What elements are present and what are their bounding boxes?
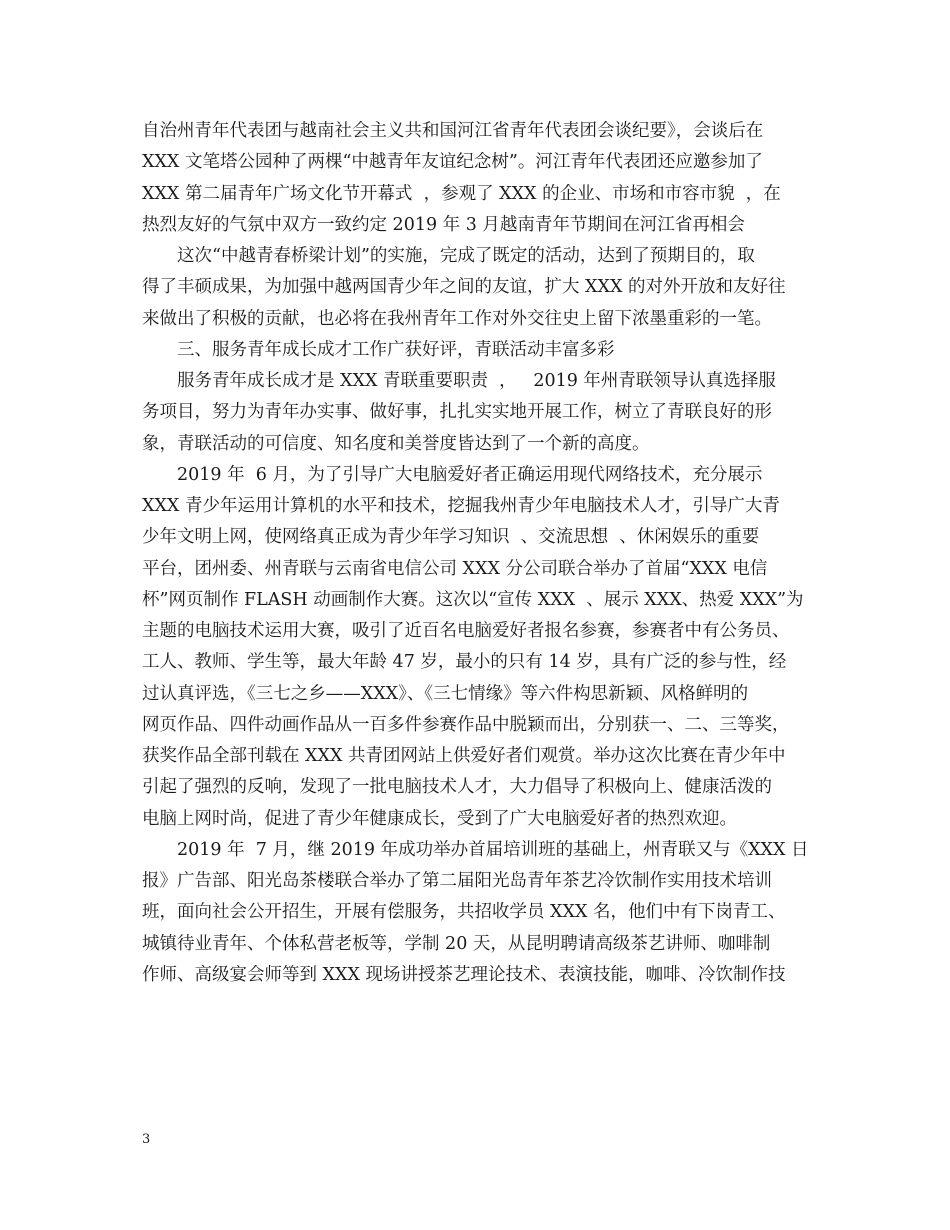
text-line: 务项目，努力为青年办实事、做好事，扎扎实实地开展工作，树立了青联良好的形 [142,402,772,423]
text-line: 电脑上网时尚，促进了青少年健康成长，受到了广大电脑爱好者的热烈欢迎。 [142,808,737,829]
text-line: XXX 文笔塔公园种了两棵“中越青年友谊纪念树”。河江青年代表团还应邀参加了 [142,152,763,173]
text-line: 工人、教师、学生等，最大年龄 47 岁，最小的只有 14 岁，具有广泛的参与性，经 [142,652,787,673]
text-line: XXX 第二届青年广场文化节开幕式 ，参观了 XXX 的企业、市场和市容市貌 ，在 [142,183,781,204]
text-line: 报》广告部、阳光岛茶楼联合举办了第二届阳光岛青年茶艺冷饮制作实用技术培训 [142,871,772,891]
text-line: 来做出了积极的贡献，也必将在我州青年工作对外交往史上留下浓墨重彩的一笔。 [142,308,772,329]
text-line: XXX 青少年运用计算机的水平和技术，挖掘我州青少年电脑技术人才，引导广大青 [142,496,780,516]
text-line: 平台，团州委、州青联与云南省电信公司 XXX 分公司联合举办了首届“XXX 电信 [142,558,768,579]
text-line: 自治州青年代表团与越南社会主义共和国河江省青年代表团会谈纪要》，会谈后在 [142,121,764,141]
text-line: 引起了强烈的反响，发现了一批电脑技术人才，大力倡导了积极向上、健康活泼的 [142,777,772,798]
text-line: 杯”网页制作 FLASH 动画制作大赛。这次以“宣传 XXX 、展示 XXX、热爱 XXX”为 [142,589,804,610]
text-line: 过认真评选，《三七之乡——XXX》、《三七情缘》等六件构思新颖、风格鲜明的 [142,683,749,704]
section-heading: 三、服务青年成长成才工作广获好评，青联活动丰富多彩 [142,339,615,360]
text-line: 少年文明上网，使网络真正成为青少年学习知识 、交流思想 、休闲娱乐的重要 [142,527,760,548]
text-line: 2019 年 6 月，为了引导广大电脑爱好者正确运用现代网络技术，充分展示 [142,464,763,485]
text-line: 服务青年成长成才是 XXX 青联重要职责 ， 2019 年州青联领导认真选择服 [142,371,776,391]
text-line: 城镇待业青年、个体私营老板等，学制 20 天，从昆明聘请高级茶艺讲师、咖啡制 [142,933,771,954]
text-line: 获奖作品全部刊载在 XXX 共青团网站上供爱好者们观赏。举办这次比赛在青少年中 [142,746,786,766]
text-line: 班，面向社会公开招生，开展有偿服务，共招收学员 XXX 名，他们中有下岗青工、 [142,902,786,923]
text-line: 主题的电脑技术运用大赛，吸引了近百名电脑爱好者报名参赛，参赛者中有公务员、 [142,621,790,641]
text-line: 这次“中越青春桥梁计划”的实施，完成了既定的活动，达到了预期目的，取 [142,246,755,266]
page-number: 3 [142,1132,151,1147]
text-line: 网页作品、四件动画作品从一百多件参赛作品中脱颖而出，分别获一、二、三等奖， [142,714,790,735]
body-text [142,116,822,991]
text-line: 作师、高级宴会师等到 XXX 现场讲授茶艺理论技术、表演技能，咖啡、冷饮制作技 [142,964,786,985]
text-line: 得了丰硕成果，为加强中越两国青少年之间的友谊，扩大 XXX 的对外开放和友好往 [142,277,786,298]
text-line: 象，青联活动的可信度、知名度和美誉度皆达到了一个新的高度。 [142,433,650,454]
text-line: 2019 年 7 月，继 2019 年成功举办首届培训班的基础上，州青联又与《XXX 日 [142,839,809,860]
text-line: 热烈友好的气氛中双方一致约定 2019 年 3 月越南青年节期间在河江省再相会 [142,214,745,235]
